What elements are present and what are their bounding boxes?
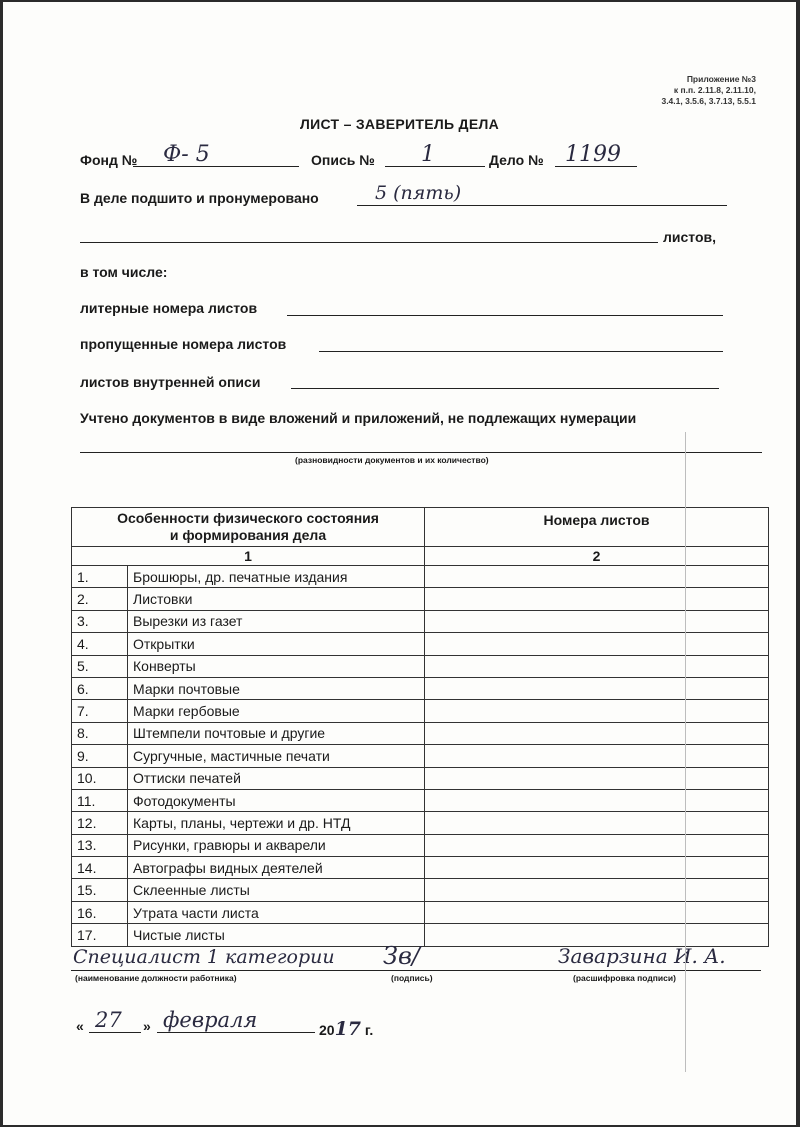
- table-row: [72, 812, 769, 834]
- signature-underline: [71, 970, 761, 971]
- row-number: 17.: [72, 924, 128, 946]
- col1-header-line1: Особенности физического состояния: [117, 510, 379, 526]
- date-year-end: г.: [361, 1022, 374, 1038]
- table-row: [72, 834, 769, 856]
- row-sheet-numbers: [425, 812, 769, 834]
- numbered-value: 5 (пять): [375, 182, 462, 204]
- row-number: 12.: [72, 812, 128, 834]
- row-feature: Марки гербовые: [128, 700, 425, 722]
- row-feature: Утрата части листа: [128, 901, 425, 923]
- appendix-note: [661, 74, 756, 107]
- position-caption: (наименование должности работника): [75, 973, 237, 983]
- row-sheet-numbers: [425, 834, 769, 856]
- row-feature: Конверты: [128, 655, 425, 677]
- row-number: 4.: [72, 633, 128, 655]
- row-feature: Карты, планы, чертежи и др. НТД: [128, 812, 425, 834]
- missing-numbers-underline: [319, 351, 723, 352]
- attachments-caption: (разновидности документов и их количество): [295, 455, 489, 465]
- date-close-quote: »: [143, 1018, 151, 1034]
- date-month: февраля: [163, 1008, 258, 1032]
- inner-inventory-underline: [291, 388, 719, 389]
- document-page: [3, 2, 796, 1125]
- date-month-underline: [157, 1032, 315, 1033]
- row-sheet-numbers: [425, 789, 769, 811]
- fond-value: Ф- 5: [163, 142, 210, 167]
- row-sheet-numbers: [425, 745, 769, 767]
- name-caption: (расшифровка подписи): [573, 973, 676, 983]
- row-number: 13.: [72, 834, 128, 856]
- row-feature: Штемпели почтовые и другие: [128, 722, 425, 744]
- row-feature: Брошюры, др. печатные издания: [128, 566, 425, 588]
- row-sheet-numbers: [425, 700, 769, 722]
- date-year-suffix: 17: [334, 1018, 362, 1040]
- table-body: [72, 566, 769, 947]
- row-sheet-numbers: [425, 857, 769, 879]
- including-label: в том числе:: [80, 264, 168, 280]
- row-sheet-numbers: [425, 655, 769, 677]
- row-number: 1.: [72, 566, 128, 588]
- fold-line: [685, 432, 686, 1072]
- letter-numbers-label: литерные номера листов: [80, 300, 258, 316]
- col1-index: 1: [72, 547, 425, 566]
- table-row: [72, 901, 769, 923]
- numbered-continuation-underline: [80, 242, 658, 243]
- missing-numbers-label: пропущенные номера листов: [80, 336, 287, 352]
- row-number: 8.: [72, 722, 128, 744]
- row-sheet-numbers: [425, 901, 769, 923]
- row-number: 7.: [72, 700, 128, 722]
- table-row: [72, 700, 769, 722]
- date-day: 27: [95, 1008, 122, 1032]
- opis-label: Опись №: [311, 152, 375, 168]
- row-feature: Склеенные листы: [128, 879, 425, 901]
- row-number: 10.: [72, 767, 128, 789]
- delo-label: Дело №: [489, 152, 544, 168]
- table-row: [72, 789, 769, 811]
- row-sheet-numbers: [425, 566, 769, 588]
- table-row: [72, 610, 769, 632]
- table-row: [72, 566, 769, 588]
- row-sheet-numbers: [425, 610, 769, 632]
- row-number: 15.: [72, 879, 128, 901]
- physical-condition-table: [71, 507, 769, 947]
- col1-header-line2: и формирования дела: [169, 527, 327, 543]
- row-number: 11.: [72, 789, 128, 811]
- name-value: Заварзина И. А.: [558, 944, 726, 968]
- appendix-line-1: Приложение №3: [686, 74, 756, 84]
- document-title: ЛИСТ – ЗАВЕРИТЕЛЬ ДЕЛА: [299, 116, 499, 132]
- row-feature: Рисунки, гравюры и акварели: [128, 834, 425, 856]
- date-year: [319, 1018, 373, 1040]
- appendix-line-2: к п.п. 2.11.8, 2.11.10,: [673, 85, 756, 95]
- row-feature: Оттиски печатей: [128, 767, 425, 789]
- row-sheet-numbers: [425, 924, 769, 946]
- signature-value: Зв/: [383, 942, 421, 970]
- table-index-row: [72, 547, 769, 566]
- col2-header: Номера листов: [425, 508, 769, 547]
- table-row: [72, 633, 769, 655]
- row-number: 6.: [72, 677, 128, 699]
- table-row: [72, 745, 769, 767]
- attachments-underline: [80, 452, 762, 453]
- row-number: 2.: [72, 588, 128, 610]
- row-feature: Вырезки из газет: [128, 610, 425, 632]
- row-feature: Марки почтовые: [128, 677, 425, 699]
- row-number: 5.: [72, 655, 128, 677]
- position-value: Специалист 1 категории: [73, 946, 335, 968]
- numbered-underline: [357, 205, 727, 206]
- row-sheet-numbers: [425, 677, 769, 699]
- fond-label: Фонд №: [80, 152, 138, 168]
- table-row: [72, 655, 769, 677]
- row-number: 3.: [72, 610, 128, 632]
- signature-caption: (подпись): [391, 973, 433, 983]
- date-open-quote: «: [76, 1018, 84, 1034]
- sheets-word: листов,: [663, 229, 717, 245]
- row-sheet-numbers: [425, 767, 769, 789]
- letter-numbers-underline: [287, 315, 723, 316]
- date-day-underline: [89, 1032, 141, 1033]
- row-number: 9.: [72, 745, 128, 767]
- col1-header: [72, 508, 425, 547]
- row-number: 14.: [72, 857, 128, 879]
- inner-inventory-label: листов внутренней описи: [80, 374, 261, 390]
- opis-value: 1: [421, 142, 435, 167]
- date-year-prefix: 20: [319, 1022, 335, 1038]
- row-sheet-numbers: [425, 588, 769, 610]
- appendix-line-3: 3.4.1, 3.5.6, 3.7.13, 5.5.1: [661, 96, 756, 106]
- row-feature: Автографы видных деятелей: [128, 857, 425, 879]
- table-row: [72, 767, 769, 789]
- table-header-row: [72, 508, 769, 547]
- row-feature: Сургучные, мастичные печати: [128, 745, 425, 767]
- opis-underline: [385, 166, 485, 167]
- table-row: [72, 857, 769, 879]
- row-sheet-numbers: [425, 879, 769, 901]
- row-feature: Фотодокументы: [128, 789, 425, 811]
- table-row: [72, 677, 769, 699]
- attachments-label: Учтено документов в виде вложений и приложений, не подлежащих нумерации: [80, 410, 637, 426]
- col2-index: 2: [425, 547, 769, 566]
- table-row: [72, 879, 769, 901]
- row-feature: Чистые листы: [128, 924, 425, 946]
- table-row: [72, 588, 769, 610]
- row-number: 16.: [72, 901, 128, 923]
- fond-underline: [133, 166, 299, 167]
- numbered-label: В деле подшито и пронумеровано: [80, 190, 319, 206]
- table-row: [72, 722, 769, 744]
- row-sheet-numbers: [425, 633, 769, 655]
- row-feature: Открытки: [128, 633, 425, 655]
- row-feature: Листовки: [128, 588, 425, 610]
- delo-value: 1199: [565, 142, 621, 167]
- row-sheet-numbers: [425, 722, 769, 744]
